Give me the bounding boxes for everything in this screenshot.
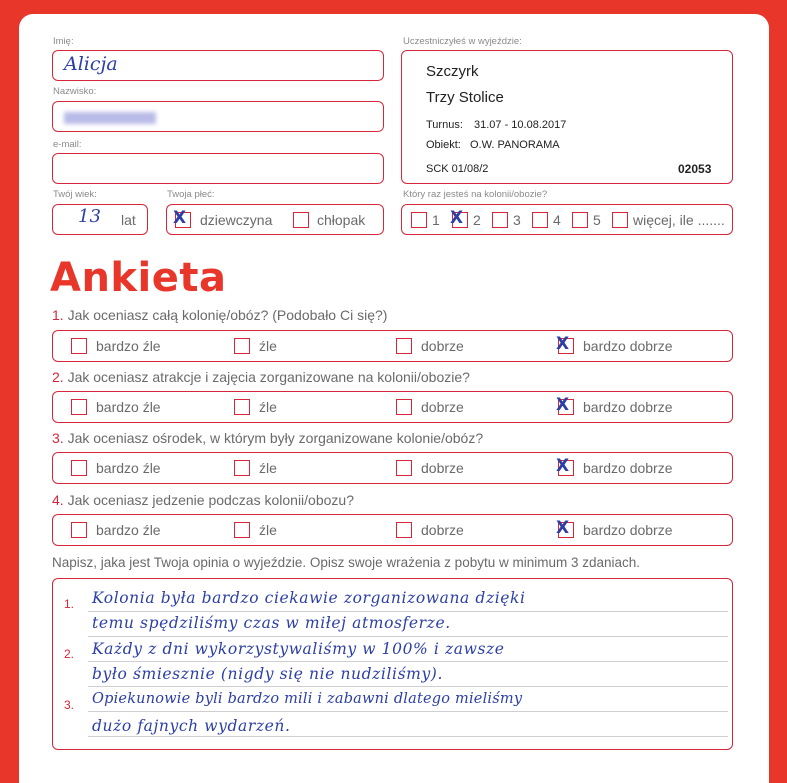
name-label: Imię:: [53, 36, 74, 47]
gender-checkbox-boy[interactable]: [293, 212, 309, 228]
ruled-line: [88, 711, 728, 712]
question-1: [52, 307, 387, 323]
trip-obiekt-label: Obiekt:: [426, 139, 461, 151]
question-3: [52, 430, 483, 446]
q4-checkbox-bad[interactable]: [234, 522, 250, 538]
q2-checkbox-very-good[interactable]: [556, 395, 574, 415]
gender-option-girl: dziewczyna: [200, 212, 273, 228]
times-checkbox-2[interactable]: [450, 208, 468, 228]
opinion-number-1: 1.: [64, 597, 75, 611]
q3-checkbox-very-bad[interactable]: [71, 460, 87, 476]
opinion-number-3: 3.: [64, 698, 75, 712]
times-checkbox-more[interactable]: [612, 212, 628, 228]
ruled-line: [88, 611, 728, 612]
times-checkbox-5[interactable]: [572, 212, 588, 228]
gender-checkbox-girl[interactable]: [173, 208, 191, 228]
q2-checkbox-good[interactable]: [396, 399, 412, 415]
check-mark-icon: X: [556, 395, 570, 415]
trip-obiekt-value: O.W. PANORAMA: [470, 139, 560, 151]
question-number: 4.: [52, 492, 64, 508]
check-mark-icon: X: [556, 518, 570, 538]
surname-redacted: [64, 112, 156, 124]
check-mark-icon: X: [173, 208, 187, 228]
trip-code: SCK 01/08/2: [426, 163, 489, 175]
trip-number: 02053: [678, 162, 712, 176]
times-checkbox-1[interactable]: [411, 212, 427, 228]
email-label: e-mail:: [53, 139, 82, 150]
gender-option-boy: chłopak: [317, 212, 366, 228]
q1-option-very-bad: bardzo źle: [96, 338, 161, 354]
question-number: 3.: [52, 430, 64, 446]
opinion-line-3: Każdy z dni wykorzystywaliśmy w 100% i zawsze: [92, 640, 505, 658]
survey-title: Ankieta: [50, 255, 227, 301]
q1-option-bad: źle: [259, 338, 277, 354]
ruled-line: [88, 661, 728, 662]
q4-checkbox-very-good[interactable]: [556, 518, 574, 538]
q2-checkbox-very-bad[interactable]: [71, 399, 87, 415]
q2-option-very-bad: bardzo źle: [96, 399, 161, 415]
q1-option-good: dobrze: [421, 338, 464, 354]
ruled-line: [88, 736, 728, 737]
q3-checkbox-good[interactable]: [396, 460, 412, 476]
times-checkbox-4[interactable]: [532, 212, 548, 228]
trip-label: Uczestniczyłeś w wyjeździe:: [403, 36, 522, 47]
q1-checkbox-bad[interactable]: [234, 338, 250, 354]
question-number: 2.: [52, 369, 64, 385]
question-2: [52, 369, 470, 385]
q3-option-bad: źle: [259, 460, 277, 476]
question-number: 1.: [52, 307, 64, 323]
q4-option-very-good: bardzo dobrze: [583, 522, 673, 538]
times-option-4: 4: [553, 212, 561, 228]
trip-destination: Szczyrk: [426, 63, 479, 80]
ruled-line: [88, 636, 728, 637]
q1-checkbox-very-bad[interactable]: [71, 338, 87, 354]
q2-option-very-good: bardzo dobrze: [583, 399, 673, 415]
q4-option-good: dobrze: [421, 522, 464, 538]
opinion-prompt: Napisz, jaka jest Twoja opinia o wyjeździe. Opisz swoje wrażenia z pobytu w minimum 3 zdaniach.: [52, 555, 641, 570]
q2-option-good: dobrze: [421, 399, 464, 415]
times-option-2: 2: [473, 212, 481, 228]
times-option-5: 5: [593, 212, 601, 228]
opinion-line-1: Kolonia była bardzo ciekawie zorganizowana dzięki: [92, 589, 526, 607]
q3-checkbox-very-good[interactable]: [556, 456, 574, 476]
q2-option-bad: źle: [259, 399, 277, 415]
times-checkbox-3[interactable]: [492, 212, 508, 228]
name-value: Alicja: [64, 53, 118, 75]
q3-option-good: dobrze: [421, 460, 464, 476]
opinion-line-5: Opiekunowie byli bardzo mili i zabawni dlatego mieliśmy: [92, 691, 523, 707]
q3-checkbox-bad[interactable]: [234, 460, 250, 476]
age-unit: lat: [121, 212, 136, 228]
surname-label: Nazwisko:: [53, 86, 97, 97]
trip-turnus-label: Turnus:: [426, 119, 463, 131]
question-text: Jak oceniasz jedzenie podczas kolonii/obozu?: [67, 492, 354, 508]
trip-center: Trzy Stolice: [426, 89, 504, 106]
gender-label: Twoja płeć:: [167, 189, 215, 200]
ruled-line: [88, 686, 728, 687]
q3-option-very-bad: bardzo źle: [96, 460, 161, 476]
age-value: 13: [78, 206, 101, 227]
q2-checkbox-bad[interactable]: [234, 399, 250, 415]
q1-checkbox-very-good[interactable]: [556, 334, 574, 354]
check-mark-icon: X: [450, 208, 464, 228]
q4-option-very-bad: bardzo źle: [96, 522, 161, 538]
check-mark-icon: X: [556, 456, 570, 476]
opinion-line-6: dużo fajnych wydarzeń.: [92, 717, 291, 735]
opinion-line-4: było śmiesznie (nigdy się nie nudziliśmy).: [92, 665, 443, 683]
q4-option-bad: źle: [259, 522, 277, 538]
trip-turnus-value: 31.07 - 10.08.2017: [474, 119, 567, 131]
times-option-3: 3: [513, 212, 521, 228]
q1-option-very-good: bardzo dobrze: [583, 338, 673, 354]
question-text: Jak oceniasz całą kolonię/obóz? (Podobało Ci się?): [67, 307, 388, 323]
q4-checkbox-very-bad[interactable]: [71, 522, 87, 538]
times-label: Który raz jesteś na kolonii/obozie?: [403, 189, 548, 200]
opinion-line-2: temu spędziliśmy czas w miłej atmosferze.: [92, 614, 451, 632]
question-text: Jak oceniasz atrakcje i zajęcia zorganizowane na kolonii/obozie?: [67, 369, 470, 385]
times-option-1: 1: [432, 212, 440, 228]
q4-checkbox-good[interactable]: [396, 522, 412, 538]
question-4: [52, 492, 354, 508]
question-text: Jak oceniasz ośrodek, w którym były zorganizowane kolonie/obóz?: [67, 430, 484, 446]
q1-checkbox-good[interactable]: [396, 338, 412, 354]
times-option-more: więcej, ile .......: [633, 212, 725, 228]
opinion-number-2: 2.: [64, 647, 75, 661]
email-field[interactable]: [52, 153, 384, 184]
age-label: Twój wiek:: [53, 189, 97, 200]
q3-option-very-good: bardzo dobrze: [583, 460, 673, 476]
check-mark-icon: X: [556, 334, 570, 354]
